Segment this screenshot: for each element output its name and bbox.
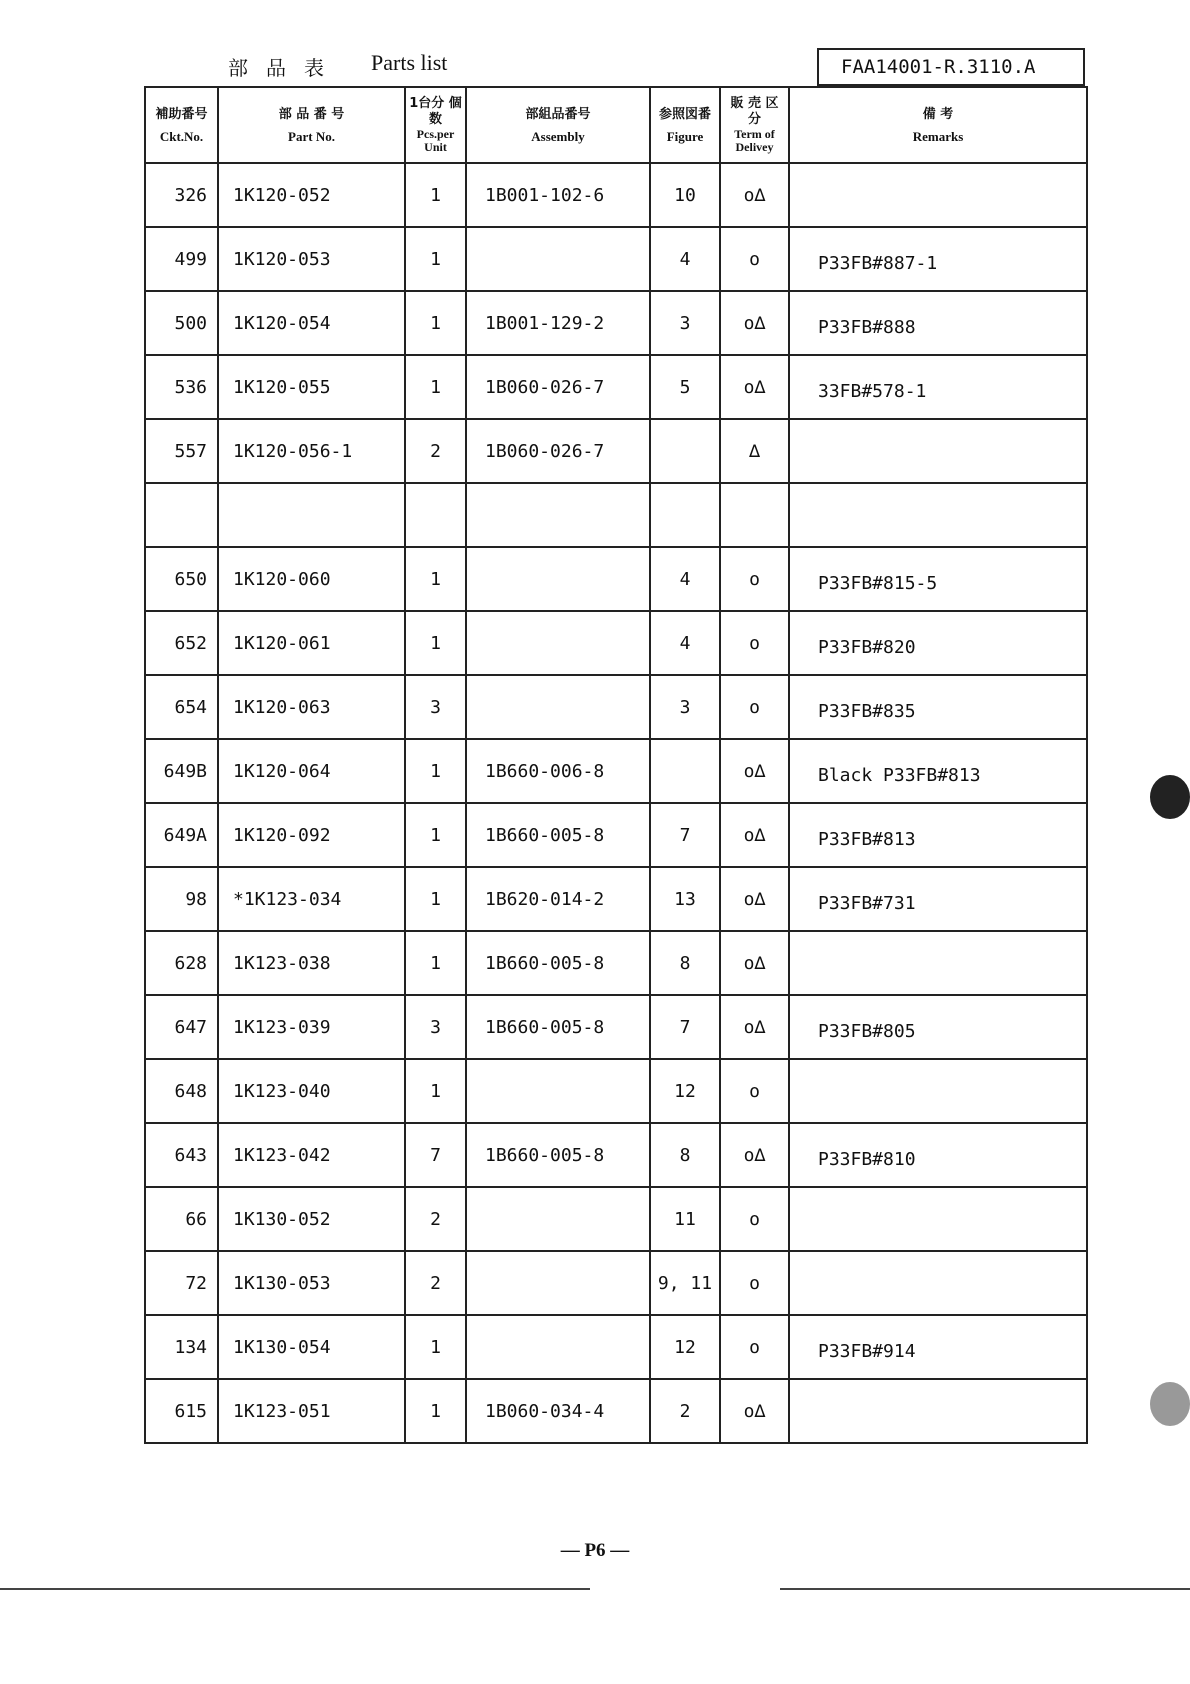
bottom-rule-left <box>0 1588 590 1590</box>
ckt-no-cell: 615 <box>145 1379 218 1443</box>
ckt-no-cell: 557 <box>145 419 218 483</box>
ckt-no-cell: 647 <box>145 995 218 1059</box>
assembly-cell <box>466 227 650 291</box>
part-no-cell: 1K120-060 <box>218 547 405 611</box>
assembly-cell: 1B660-005-8 <box>466 995 650 1059</box>
pcs-cell: 3 <box>405 995 466 1059</box>
col-assembly: 部組品番号 Assembly <box>466 87 650 163</box>
part-no-cell: 1K120-055 <box>218 355 405 419</box>
remarks-cell <box>789 1187 1087 1251</box>
term-cell: o <box>720 1059 789 1123</box>
ckt-no-cell: 134 <box>145 1315 218 1379</box>
parts-table <box>144 86 1088 1444</box>
table-row <box>145 483 1087 547</box>
table-row <box>145 1059 1087 1123</box>
term-cell: ∆ <box>720 419 789 483</box>
part-no-cell: 1K120-061 <box>218 611 405 675</box>
term-cell: o <box>720 1187 789 1251</box>
table-row <box>145 163 1087 227</box>
ckt-no-cell: 499 <box>145 227 218 291</box>
figure-cell: 13 <box>650 867 720 931</box>
figure-cell: 3 <box>650 675 720 739</box>
assembly-cell <box>466 1315 650 1379</box>
ckt-no-cell: 536 <box>145 355 218 419</box>
remarks-cell: P33FB#820 <box>789 611 1087 675</box>
figure-cell: 2 <box>650 1379 720 1443</box>
ckt-no-cell: 628 <box>145 931 218 995</box>
col-ckt-no: 補助番号 Ckt.No. <box>145 87 218 163</box>
term-cell: o∆ <box>720 1379 789 1443</box>
ckt-no-cell: 66 <box>145 1187 218 1251</box>
col-remarks: 備 考 Remarks <box>789 87 1087 163</box>
assembly-cell: 1B660-005-8 <box>466 931 650 995</box>
table-row <box>145 227 1087 291</box>
assembly-cell: 1B620-014-2 <box>466 867 650 931</box>
figure-cell: 11 <box>650 1187 720 1251</box>
term-cell: o∆ <box>720 867 789 931</box>
table-row <box>145 355 1087 419</box>
ckt-no-cell: 649B <box>145 739 218 803</box>
term-cell: o∆ <box>720 291 789 355</box>
part-no-cell: 1K123-051 <box>218 1379 405 1443</box>
remarks-cell: P33FB#835 <box>789 675 1087 739</box>
pcs-cell: 2 <box>405 1187 466 1251</box>
pcs-cell: 7 <box>405 1123 466 1187</box>
ckt-no-cell: 72 <box>145 1251 218 1315</box>
table-row <box>145 803 1087 867</box>
pcs-cell: 1 <box>405 291 466 355</box>
remarks-cell: P33FB#815-5 <box>789 547 1087 611</box>
figure-cell <box>650 739 720 803</box>
part-no-cell: 1K120-053 <box>218 227 405 291</box>
table-row <box>145 611 1087 675</box>
table-row <box>145 931 1087 995</box>
figure-cell <box>650 419 720 483</box>
figure-cell: 7 <box>650 803 720 867</box>
term-cell: o <box>720 675 789 739</box>
assembly-cell: 1B660-005-8 <box>466 1123 650 1187</box>
pcs-cell: 2 <box>405 1251 466 1315</box>
assembly-cell <box>466 675 650 739</box>
assembly-cell <box>466 1251 650 1315</box>
part-no-cell: 1K123-038 <box>218 931 405 995</box>
assembly-cell <box>466 611 650 675</box>
ckt-no-cell: 326 <box>145 163 218 227</box>
table-row <box>145 995 1087 1059</box>
term-cell: o∆ <box>720 355 789 419</box>
pcs-cell: 1 <box>405 1315 466 1379</box>
figure-cell: 8 <box>650 1123 720 1187</box>
table-row <box>145 419 1087 483</box>
table-row <box>145 1123 1087 1187</box>
assembly-cell: 1B660-005-8 <box>466 803 650 867</box>
part-no-cell: 1K130-052 <box>218 1187 405 1251</box>
part-no-cell: 1K120-054 <box>218 291 405 355</box>
remarks-cell <box>789 483 1087 547</box>
remarks-cell: P33FB#731 <box>789 867 1087 931</box>
page-number: — P6 — <box>560 1540 630 1561</box>
remarks-cell: P33FB#813 <box>789 803 1087 867</box>
pcs-cell: 1 <box>405 803 466 867</box>
term-cell: o∆ <box>720 163 789 227</box>
part-no-cell: 1K120-063 <box>218 675 405 739</box>
bottom-rule-right <box>780 1588 1190 1590</box>
figure-cell: 10 <box>650 163 720 227</box>
pcs-cell: 1 <box>405 867 466 931</box>
part-no-cell: 1K130-053 <box>218 1251 405 1315</box>
col-pcs-per-unit: 1台分 個 数 Pcs.per Unit <box>405 87 466 163</box>
assembly-cell: 1B060-026-7 <box>466 419 650 483</box>
term-cell <box>720 483 789 547</box>
table-row <box>145 675 1087 739</box>
punch-hole-mark-lower <box>1150 1382 1190 1426</box>
table-row <box>145 1187 1087 1251</box>
figure-cell: 9, 11 <box>650 1251 720 1315</box>
part-no-cell: 1K120-064 <box>218 739 405 803</box>
term-cell: o∆ <box>720 803 789 867</box>
table-row <box>145 1251 1087 1315</box>
part-no-cell: 1K123-039 <box>218 995 405 1059</box>
assembly-cell <box>466 1187 650 1251</box>
term-cell: o∆ <box>720 995 789 1059</box>
term-cell: o∆ <box>720 1123 789 1187</box>
remarks-cell <box>789 163 1087 227</box>
assembly-cell <box>466 1059 650 1123</box>
part-no-cell: *1K123-034 <box>218 867 405 931</box>
ckt-no-cell <box>145 483 218 547</box>
pcs-cell: 1 <box>405 227 466 291</box>
figure-cell: 3 <box>650 291 720 355</box>
term-cell: o∆ <box>720 931 789 995</box>
pcs-cell: 1 <box>405 1379 466 1443</box>
term-cell: o <box>720 1315 789 1379</box>
table-row <box>145 291 1087 355</box>
figure-cell: 12 <box>650 1315 720 1379</box>
term-cell: o <box>720 1251 789 1315</box>
punch-hole-mark <box>1150 775 1190 819</box>
term-cell: o∆ <box>720 739 789 803</box>
ckt-no-cell: 650 <box>145 547 218 611</box>
remarks-cell <box>789 1379 1087 1443</box>
remarks-cell: 33FB#578-1 <box>789 355 1087 419</box>
table-row <box>145 547 1087 611</box>
remarks-cell <box>789 419 1087 483</box>
remarks-cell: P33FB#810 <box>789 1123 1087 1187</box>
ckt-no-cell: 648 <box>145 1059 218 1123</box>
table-header-row <box>145 87 1087 163</box>
ckt-no-cell: 654 <box>145 675 218 739</box>
assembly-cell: 1B060-026-7 <box>466 355 650 419</box>
part-no-cell: 1K130-054 <box>218 1315 405 1379</box>
remarks-cell: Black P33FB#813 <box>789 739 1087 803</box>
ckt-no-cell: 649A <box>145 803 218 867</box>
assembly-cell: 1B001-129-2 <box>466 291 650 355</box>
pcs-cell: 3 <box>405 675 466 739</box>
part-no-cell: 1K120-052 <box>218 163 405 227</box>
ckt-no-cell: 652 <box>145 611 218 675</box>
document-code: FAA14001-R.3110.A <box>817 48 1085 86</box>
assembly-cell: 1B660-006-8 <box>466 739 650 803</box>
ckt-no-cell: 500 <box>145 291 218 355</box>
pcs-cell: 1 <box>405 1059 466 1123</box>
table-row <box>145 867 1087 931</box>
pcs-cell <box>405 483 466 547</box>
remarks-cell: P33FB#805 <box>789 995 1087 1059</box>
pcs-cell: 2 <box>405 419 466 483</box>
figure-cell: 8 <box>650 931 720 995</box>
assembly-cell <box>466 547 650 611</box>
title-english: Parts list <box>371 50 448 75</box>
remarks-cell: P33FB#887-1 <box>789 227 1087 291</box>
term-cell: o <box>720 547 789 611</box>
assembly-cell: 1B060-034-4 <box>466 1379 650 1443</box>
figure-cell: 12 <box>650 1059 720 1123</box>
table-row <box>145 1315 1087 1379</box>
col-part-no: 部 品 番 号 Part No. <box>218 87 405 163</box>
pcs-cell: 1 <box>405 547 466 611</box>
figure-cell <box>650 483 720 547</box>
ckt-no-cell: 643 <box>145 1123 218 1187</box>
remarks-cell <box>789 931 1087 995</box>
part-no-cell: 1K123-042 <box>218 1123 405 1187</box>
table-row <box>145 739 1087 803</box>
pcs-cell: 1 <box>405 163 466 227</box>
assembly-cell <box>466 483 650 547</box>
part-no-cell <box>218 483 405 547</box>
part-no-cell: 1K123-040 <box>218 1059 405 1123</box>
title-japanese: 部品表 <box>228 56 342 80</box>
figure-cell: 7 <box>650 995 720 1059</box>
figure-cell: 4 <box>650 227 720 291</box>
remarks-cell: P33FB#888 <box>789 291 1087 355</box>
pcs-cell: 1 <box>405 611 466 675</box>
col-term-of-delivery: 販 売 区 分 Term of Delivey <box>720 87 789 163</box>
ckt-no-cell: 98 <box>145 867 218 931</box>
table-row <box>145 1379 1087 1443</box>
term-cell: o <box>720 227 789 291</box>
remarks-cell: P33FB#914 <box>789 1315 1087 1379</box>
figure-cell: 4 <box>650 547 720 611</box>
assembly-cell: 1B001-102-6 <box>466 163 650 227</box>
parts-table-body <box>145 163 1087 1443</box>
part-no-cell: 1K120-056-1 <box>218 419 405 483</box>
term-cell: o <box>720 611 789 675</box>
remarks-cell <box>789 1059 1087 1123</box>
col-figure: 参照図番 Figure <box>650 87 720 163</box>
figure-cell: 5 <box>650 355 720 419</box>
figure-cell: 4 <box>650 611 720 675</box>
part-no-cell: 1K120-092 <box>218 803 405 867</box>
pcs-cell: 1 <box>405 355 466 419</box>
pcs-cell: 1 <box>405 739 466 803</box>
remarks-cell <box>789 1251 1087 1315</box>
pcs-cell: 1 <box>405 931 466 995</box>
